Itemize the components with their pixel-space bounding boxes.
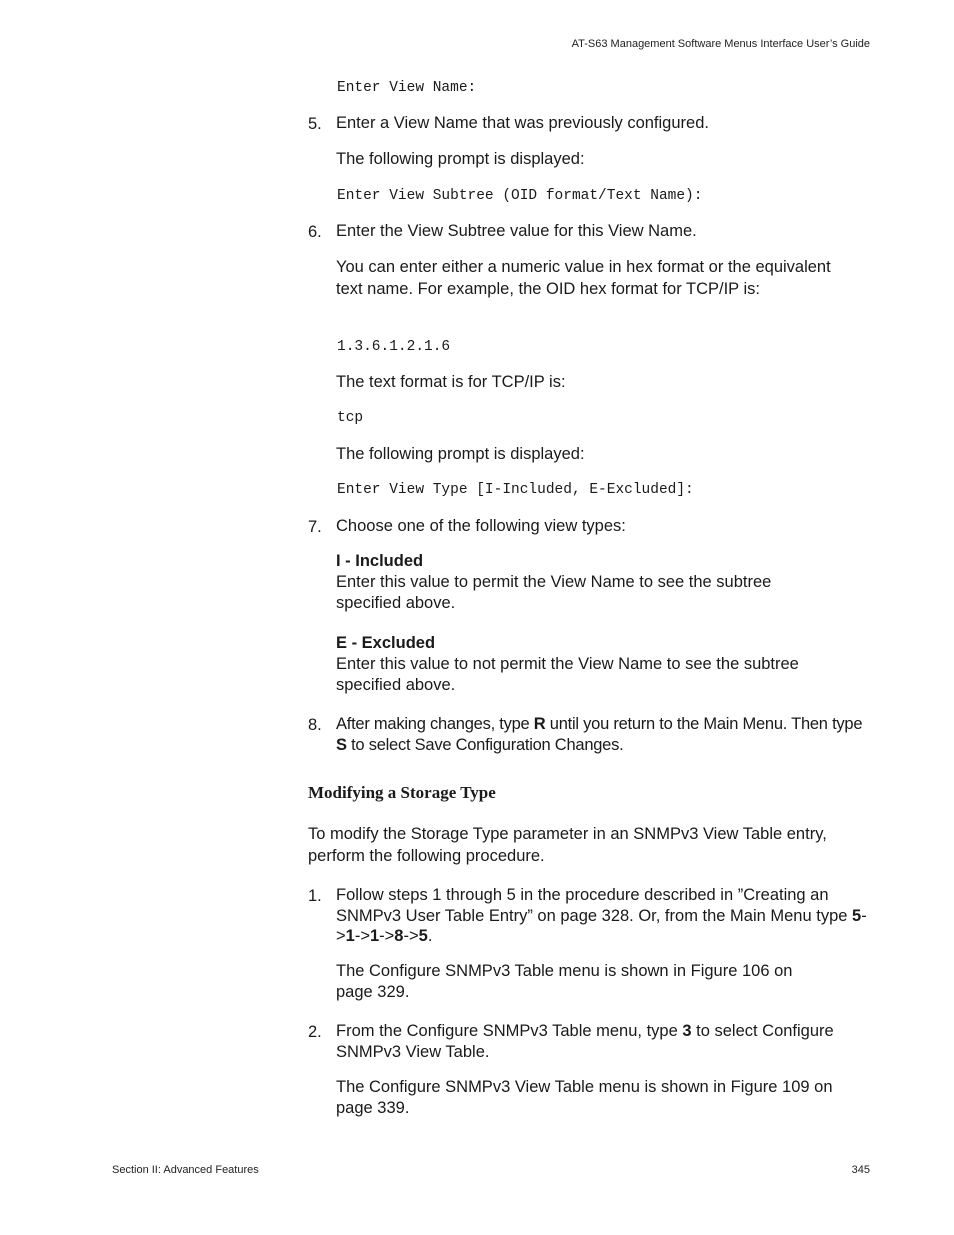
prompt-displayed-paragraph-2: The following prompt is displayed:: [336, 445, 585, 463]
included-definition: [336, 551, 871, 614]
configure-table-menu-paragraph: The Configure SNMPv3 Table menu is shown in Figure 106 on page 329.: [336, 962, 793, 1001]
key-s: S: [336, 736, 347, 754]
text-format-paragraph: The text format is for TCP/IP is:: [336, 373, 566, 391]
step-5-number: 5.: [308, 115, 322, 133]
key-3: 3: [682, 1022, 692, 1040]
step-6-text: Enter the View Subtree value for this View Name.: [336, 222, 697, 240]
step-5-text: Enter a View Name that was previously configured.: [336, 114, 709, 132]
excluded-definition: [336, 633, 871, 696]
section-step-1-number: 1.: [308, 887, 322, 905]
configure-view-table-menu-paragraph: The Configure SNMPv3 View Table menu is shown in Figure 109 on page 339.: [336, 1078, 833, 1117]
code-enter-view-type: Enter View Type [I-Included, E-Excluded]:: [337, 482, 694, 498]
excluded-description: Enter this value to not permit the View Name to see the subtree specified above.: [336, 655, 799, 694]
section-intro-paragraph: To modify the Storage Type parameter in an SNMPv3 View Table entry, perform the following procedure.: [308, 825, 827, 865]
section-step-2-number: 2.: [308, 1023, 322, 1041]
step-8-text: After making changes, type R until you return to the Main Menu. Then type S to select Save Configuration Changes.: [336, 715, 863, 754]
excluded-term: E - Excluded: [336, 634, 436, 652]
step-7-text: Choose one of the following view types:: [336, 517, 626, 535]
running-header: AT-S63 Management Software Menus Interface User’s Guide: [571, 38, 870, 50]
page-number: 345: [851, 1164, 870, 1176]
section-step-2-text: From the Configure SNMPv3 Table menu, type 3 to select Configure SNMPv3 View Table.: [336, 1022, 834, 1061]
section-heading: Modifying a Storage Type: [308, 783, 496, 802]
code-enter-view-subtree: Enter View Subtree (OID format/Text Name):: [337, 188, 703, 204]
included-term: I - Included: [336, 552, 424, 570]
code-enter-view-name: Enter View Name:: [337, 80, 477, 96]
included-description: Enter this value to permit the View Name to see the subtree specified above.: [336, 573, 772, 612]
running-footer-section: Section II: Advanced Features: [112, 1164, 259, 1176]
code-tcp: tcp: [337, 410, 364, 426]
step-8-number: 8.: [308, 716, 322, 734]
code-oid-value: 1.3.6.1.2.1.6: [337, 339, 451, 355]
section-step-1-text: Follow steps 1 through 5 in the procedure described in ”Creating an SNMPv3 User Table Entry” on page 328. Or, from the Main Menu type 5->1->1->8->5.: [336, 886, 867, 946]
step-6-number: 6.: [308, 223, 322, 241]
key-r: R: [533, 715, 546, 733]
prompt-displayed-paragraph-1: The following prompt is displayed:: [336, 150, 585, 168]
hex-format-paragraph: You can enter either a numeric value in hex format or the equivalent text name. For example, the OID hex format for TCP/IP is:: [336, 258, 831, 298]
step-7-number: 7.: [308, 518, 322, 536]
